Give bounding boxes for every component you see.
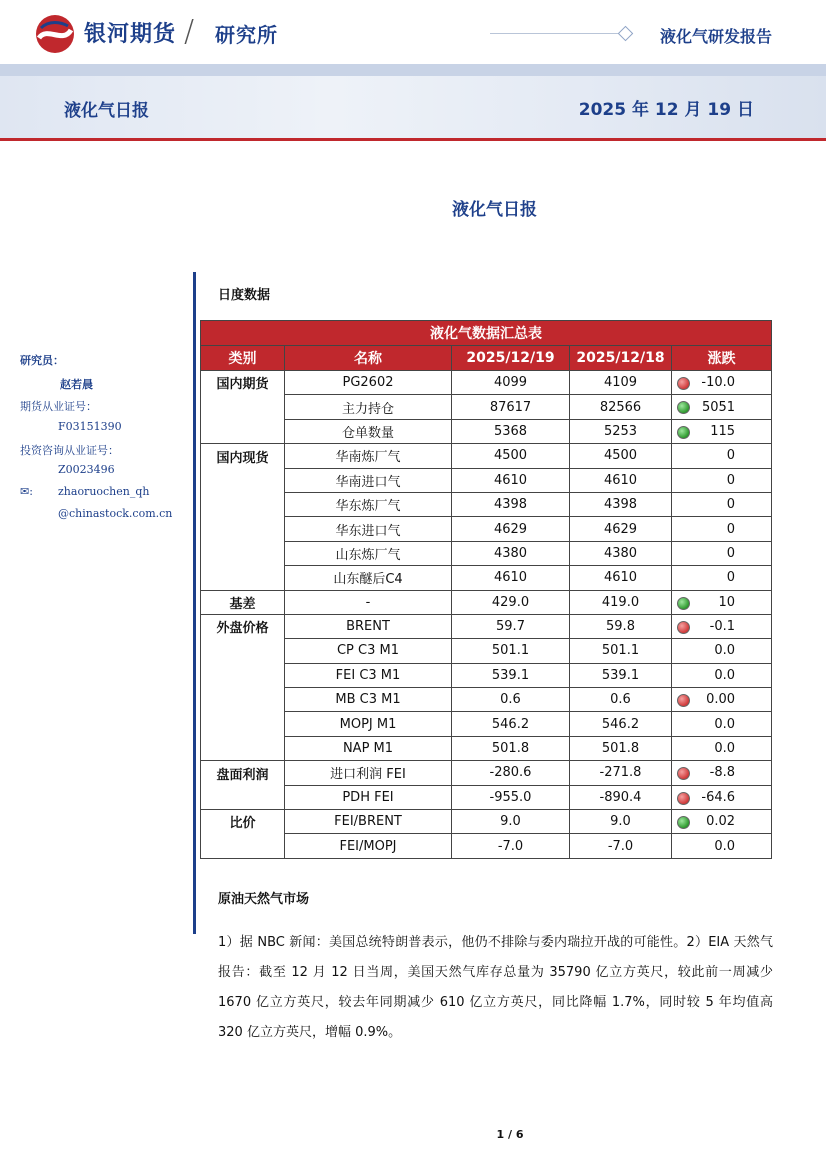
value-date1-cell: 546.2: [452, 712, 570, 736]
value-date1-cell: 4500: [452, 444, 570, 468]
value-date1-cell: 4629: [452, 517, 570, 541]
change-value: -10.0: [701, 375, 736, 391]
name-cell: 山东炼厂气: [285, 541, 452, 565]
green-status-dot-icon: [677, 401, 690, 414]
table-row: [201, 517, 772, 541]
change-value: 0: [726, 497, 736, 513]
brand-name: 银河期货: [84, 22, 177, 47]
value-date1-cell: 5368: [452, 419, 570, 443]
name-cell: 仓单数量: [285, 419, 452, 443]
change-value: -64.6: [701, 789, 736, 805]
brand-divider: /: [184, 14, 195, 49]
red-status-dot-icon: [677, 621, 690, 634]
change-cell: [672, 785, 772, 809]
table-caption: 液化气数据汇总表: [201, 321, 772, 346]
diamond-icon: [618, 26, 634, 42]
change-cell: [672, 468, 772, 492]
value-date2-cell: 4500: [570, 444, 672, 468]
section-daily-data-title: 日度数据: [218, 288, 271, 303]
value-date2-cell: 546.2: [570, 712, 672, 736]
category-cell: 外盘价格: [201, 614, 285, 638]
value-date2-cell: 4398: [570, 492, 672, 516]
change-value: 10: [718, 594, 736, 610]
email-line-1[interactable]: zhaoruochen_qh: [58, 485, 150, 498]
name-cell: FEI C3 M1: [285, 663, 452, 687]
table-row: [201, 614, 772, 638]
col-header-change: 涨跌: [672, 346, 772, 371]
value-date1-cell: 59.7: [452, 614, 570, 638]
value-date2-cell: 4109: [570, 371, 672, 395]
table-row: [201, 834, 772, 858]
category-cell: 国内现货: [201, 444, 285, 468]
change-cell: [672, 444, 772, 468]
category-cell: [201, 541, 285, 565]
category-cell: [201, 639, 285, 663]
value-date1-cell: 539.1: [452, 663, 570, 687]
red-status-dot-icon: [677, 694, 690, 707]
category-cell: 比价: [201, 810, 285, 834]
change-value: 0.0: [714, 741, 736, 757]
table-row: [201, 639, 772, 663]
header-rule: [490, 33, 620, 34]
change-value: 0.00: [706, 692, 736, 708]
change-cell: [672, 834, 772, 858]
table-row: [201, 468, 772, 492]
header-band: [0, 64, 826, 76]
category-cell: [201, 419, 285, 443]
table-row: [201, 419, 772, 443]
name-cell: NAP M1: [285, 736, 452, 760]
name-cell: 华南炼厂气: [285, 444, 452, 468]
page-title: 液化气日报: [452, 200, 537, 220]
table-row: [201, 688, 772, 712]
col-header-date2: 2025/12/18: [570, 346, 672, 371]
green-status-dot-icon: [677, 816, 690, 829]
value-date2-cell: 501.8: [570, 736, 672, 760]
value-date2-cell: 4629: [570, 517, 672, 541]
value-date1-cell: -280.6: [452, 761, 570, 785]
table-row: [201, 566, 772, 590]
value-date1-cell: -7.0: [452, 834, 570, 858]
table-row: [201, 395, 772, 419]
change-cell: [672, 371, 772, 395]
table-row: [201, 541, 772, 565]
table-row: [201, 590, 772, 614]
red-status-dot-icon: [677, 377, 690, 390]
name-cell: MB C3 M1: [285, 688, 452, 712]
table-row: [201, 444, 772, 468]
name-cell: MOPJ M1: [285, 712, 452, 736]
name-cell: 进口利润 FEI: [285, 761, 452, 785]
change-value: 0: [726, 521, 736, 537]
section-oil-gas-title: 原油天然气市场: [218, 892, 310, 907]
value-date2-cell: 539.1: [570, 663, 672, 687]
value-date1-cell: 0.6: [452, 688, 570, 712]
change-cell: [672, 395, 772, 419]
value-date1-cell: 87617: [452, 395, 570, 419]
change-cell: [672, 419, 772, 443]
table-row: [201, 371, 772, 395]
value-date2-cell: 4610: [570, 566, 672, 590]
category-cell: [201, 492, 285, 516]
banner-title: 液化气日报: [64, 101, 149, 121]
col-header-name: 名称: [285, 346, 452, 371]
name-cell: 华东进口气: [285, 517, 452, 541]
value-date1-cell: 4099: [452, 371, 570, 395]
value-date2-cell: -7.0: [570, 834, 672, 858]
green-status-dot-icon: [677, 597, 690, 610]
change-cell: [672, 736, 772, 760]
value-date2-cell: 4610: [570, 468, 672, 492]
value-date1-cell: 501.8: [452, 736, 570, 760]
red-status-dot-icon: [677, 792, 690, 805]
table-row: [201, 785, 772, 809]
change-cell: [672, 712, 772, 736]
name-cell: PG2602: [285, 371, 452, 395]
change-cell: [672, 663, 772, 687]
name-cell: -: [285, 590, 452, 614]
value-date1-cell: 4610: [452, 468, 570, 492]
change-cell: [672, 517, 772, 541]
name-cell: FEI/BRENT: [285, 810, 452, 834]
change-value: -8.8: [709, 765, 736, 781]
value-date2-cell: 501.1: [570, 639, 672, 663]
value-date2-cell: 82566: [570, 395, 672, 419]
change-cell: [672, 688, 772, 712]
change-cell: [672, 614, 772, 638]
category-cell: [201, 468, 285, 492]
category-cell: 盘面利润: [201, 761, 285, 785]
value-date1-cell: 4380: [452, 541, 570, 565]
category-cell: 基差: [201, 590, 285, 614]
table-row: [201, 663, 772, 687]
value-date1-cell: -955.0: [452, 785, 570, 809]
value-date2-cell: -271.8: [570, 761, 672, 785]
name-cell: 主力持仓: [285, 395, 452, 419]
change-value: 0.02: [706, 814, 736, 830]
value-date1-cell: 4610: [452, 566, 570, 590]
category-cell: [201, 712, 285, 736]
category-cell: [201, 663, 285, 687]
name-cell: BRENT: [285, 614, 452, 638]
galaxy-logo-icon: [35, 14, 75, 54]
futures-cert: F03151390: [58, 420, 122, 433]
division-name: 研究所: [215, 23, 278, 47]
change-cell: [672, 590, 772, 614]
banner-date: 2025 年 12 月 19 日: [578, 100, 754, 120]
green-status-dot-icon: [677, 426, 690, 439]
page-header: [0, 0, 826, 64]
change-cell: [672, 639, 772, 663]
col-header-category: 类别: [201, 346, 285, 371]
value-date2-cell: 5253: [570, 419, 672, 443]
category-cell: [201, 517, 285, 541]
change-cell: [672, 810, 772, 834]
email-icon: ✉:: [20, 485, 33, 498]
change-value: 0: [726, 448, 736, 464]
change-cell: [672, 566, 772, 590]
category-cell: [201, 736, 285, 760]
table-row: [201, 810, 772, 834]
table-row: [201, 712, 772, 736]
value-date1-cell: 4398: [452, 492, 570, 516]
change-value: 0.0: [714, 643, 736, 659]
value-date2-cell: 419.0: [570, 590, 672, 614]
report-type: 液化气研发报告: [659, 27, 772, 46]
change-value: -0.1: [709, 619, 736, 635]
name-cell: PDH FEI: [285, 785, 452, 809]
value-date1-cell: 9.0: [452, 810, 570, 834]
value-date1-cell: 501.1: [452, 639, 570, 663]
change-cell: [672, 761, 772, 785]
market-news-paragraph: 1）据 NBC 新闻：美国总统特朗普表示，他仍不排除与委内瑞拉开战的可能性。2）EIA 天然气报告：截至 12 月 12 日当周，美国天然气库存总量为 35790 亿立方英尺，较此前一周减少 1670 亿立方英尺，较去年同期减少 610 亿立方英尺，同比降幅 1.7%，同时较 5 年均值高 320 亿立方英尺，增幅 0.9%。: [218, 935, 773, 1040]
name-cell: 华南进口气: [285, 468, 452, 492]
category-cell: [201, 395, 285, 419]
header-red-rule: [0, 138, 826, 141]
researcher-name: 赵若晨: [60, 378, 93, 391]
email-line-2[interactable]: @chinastock.com.cn: [58, 507, 173, 520]
value-date1-cell: 429.0: [452, 590, 570, 614]
change-value: 0: [726, 570, 736, 586]
value-date2-cell: 59.8: [570, 614, 672, 638]
change-cell: [672, 541, 772, 565]
value-date2-cell: 4380: [570, 541, 672, 565]
futures-cert-label: 期货从业证号：: [20, 400, 97, 413]
invest-cert-label: 投资咨询从业证号：: [20, 444, 119, 457]
researcher-label: 研究员：: [20, 354, 64, 367]
value-date2-cell: -890.4: [570, 785, 672, 809]
name-cell: 华东炼厂气: [285, 492, 452, 516]
category-cell: [201, 688, 285, 712]
col-header-date1: 2025/12/19: [452, 346, 570, 371]
change-cell: [672, 492, 772, 516]
table-row: [201, 492, 772, 516]
page-number: 1 / 6: [496, 1128, 524, 1141]
change-value: 5051: [701, 399, 736, 415]
change-value: 115: [710, 423, 736, 439]
change-value: 0.0: [714, 838, 736, 854]
name-cell: 山东醚后C4: [285, 566, 452, 590]
change-value: 0.0: [714, 716, 736, 732]
change-value: 0: [726, 472, 736, 488]
name-cell: FEI/MOPJ: [285, 834, 452, 858]
category-cell: [201, 834, 285, 858]
name-cell: CP C3 M1: [285, 639, 452, 663]
value-date2-cell: 9.0: [570, 810, 672, 834]
category-cell: [201, 785, 285, 809]
red-status-dot-icon: [677, 767, 690, 780]
vertical-rule: [193, 272, 196, 934]
value-date2-cell: 0.6: [570, 688, 672, 712]
change-value: 0.0: [714, 667, 736, 683]
invest-cert: Z0023496: [58, 463, 115, 476]
category-cell: [201, 566, 285, 590]
table-body: [201, 371, 772, 859]
category-cell: 国内期货: [201, 371, 285, 395]
table-row: [201, 761, 772, 785]
table-row: [201, 736, 772, 760]
lpg-summary-table: [200, 320, 772, 859]
change-value: 0: [726, 545, 736, 561]
